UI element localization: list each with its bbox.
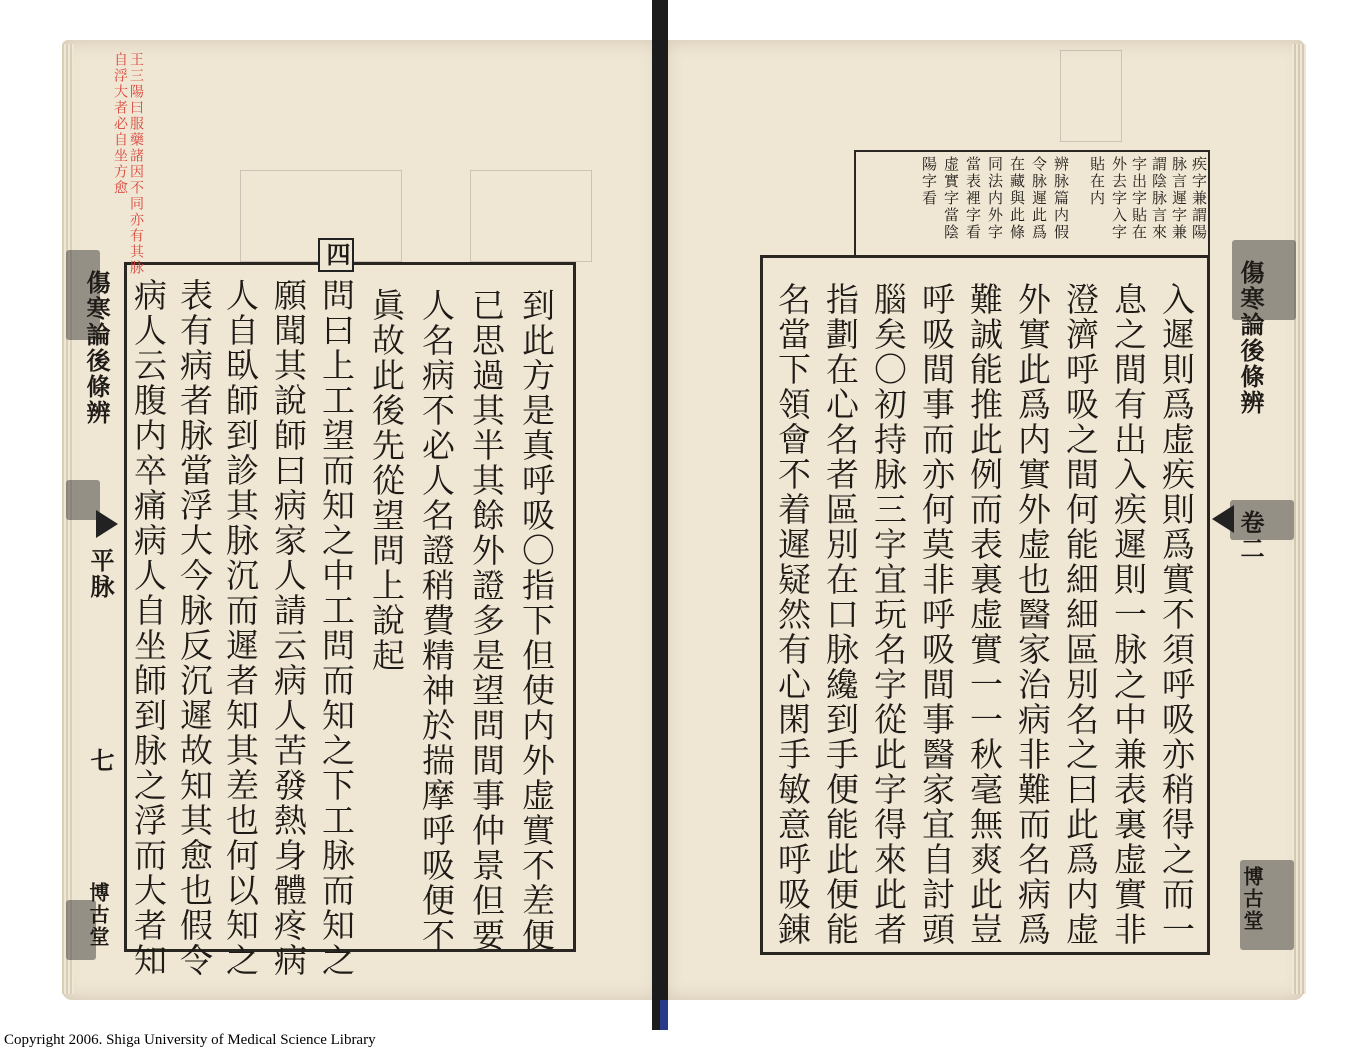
text-column: 名當下領會不着遲疑然有心閑手敏意呼吸錬: [773, 282, 812, 947]
text-column: 表有病者脉當浮大今脉反沉遲故知其愈也假令: [175, 278, 214, 978]
leaf-mark: 四: [318, 238, 354, 272]
head-note: 辨脉篇内假: [1052, 156, 1070, 241]
head-note: 在藏與此條: [1008, 156, 1026, 241]
head-note: 貼在内: [1088, 156, 1106, 207]
head-note: 同法内外字: [986, 156, 1004, 241]
head-note: 脉言遲字兼: [1170, 156, 1188, 241]
text-column: 腦矣〇初持脉三字宜玩名字從此字得來此者: [869, 282, 908, 947]
text-column: 指劃在心名者區別在口脉纔到手便能此便能: [821, 282, 860, 947]
text-column: 外實此爲内實外虚也醫家治病非難而名病爲: [1013, 282, 1052, 947]
head-note: 陽字看: [920, 156, 938, 207]
head-note: 疾字兼謂陽: [1190, 156, 1208, 241]
book-spine: [652, 0, 668, 1030]
head-note: 當表裡字看: [964, 156, 982, 241]
text-column: 人名病不必人名證稍費精神於揣摩呼吸便不: [417, 288, 456, 953]
red-annotation: 王三陽曰服藥諸因不同亦有其脉: [128, 52, 144, 276]
right-margin-title: 傷寒論後條辨: [1236, 260, 1265, 416]
text-column: 問曰上工望而知之中工問而知之下工脉而知之: [317, 278, 356, 978]
text-column: 難誠能推此例而表裏虚實一一秋毫無爽此豈: [965, 282, 1004, 947]
right-page-edges: [1292, 44, 1306, 994]
text-column: 病人云腹内卒痛病人自坐師到脉之浮而大者知: [129, 278, 168, 978]
text-column: 人自臥師到診其脉沉而遲者知其差也何以知之: [221, 278, 260, 978]
right-margin-volume: 卷二: [1236, 510, 1265, 562]
text-column: 眞故此後先從望問上說起: [367, 288, 406, 673]
text-column: 願聞其說師曰病家人請云病人苦發熱身體疼病: [269, 278, 308, 978]
right-margin-bottom: 博古堂: [1240, 866, 1264, 932]
head-note: 虚實字當陰: [942, 156, 960, 241]
head-note: 令脉遲此爲: [1030, 156, 1048, 241]
text-column: 入遲則爲虚疾則爲實不須呼吸亦稍得之而一: [1157, 282, 1196, 947]
text-column: 已思過其半其餘外證多是望問間事仲景但要: [467, 288, 506, 953]
text-column: 澄濟呼吸之間何能細細區別名之曰此爲内虚: [1061, 282, 1100, 947]
left-folio: 七: [86, 748, 115, 774]
bleed-through-box: [470, 170, 592, 262]
left-margin-title: 傷寒論後條辨: [82, 270, 111, 426]
fishtail-marker-right: [1212, 505, 1234, 533]
text-column: 息之間有出入疾遲則一脉之中兼表裏虚實非: [1109, 282, 1148, 947]
spine-thread: [660, 1000, 668, 1030]
bleed-through-box: [1060, 50, 1122, 142]
text-column: 呼吸間事而亦何莫非呼吸間事醫家宜自討頭: [917, 282, 956, 947]
head-note: 謂陰脉言來: [1150, 156, 1168, 241]
head-note: 外去字入字: [1110, 156, 1128, 241]
copyright-footer: Copyright 2006. Shiga University of Medical Science Library: [4, 1032, 376, 1048]
fishtail-marker-left: [96, 510, 118, 538]
head-note: 字出字貼在: [1130, 156, 1148, 241]
left-margin-bottom: 博古堂: [86, 882, 110, 948]
left-margin-chapter: 平脉: [86, 548, 115, 600]
text-column: 到此方是真呼吸〇指下但使内外虚實不差便: [517, 288, 556, 953]
red-annotation: 自浮大者必自坐方愈: [112, 52, 128, 196]
ink-smudge: [66, 480, 100, 520]
